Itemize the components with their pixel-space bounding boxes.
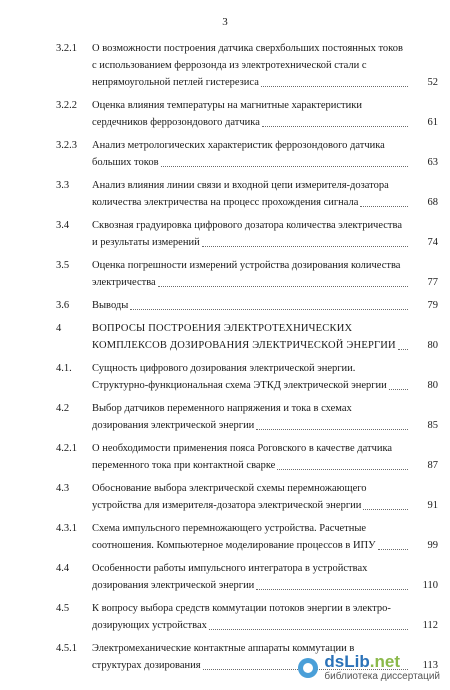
dot-leader [261,74,408,87]
toc-entry-text: количества электричества на процесс прохождения сигнала [92,197,359,208]
toc-entry-text: Сущность цифрового дозирования электрической энергии. [92,363,356,374]
toc-entry-number: 3.3 [56,180,70,191]
dot-leader [158,274,408,287]
toc-entry-text: непрямоугольной петлей гистерезиса [92,77,259,88]
toc-entry [0,40,450,91]
toc-entry-number: 4.3.1 [56,523,77,534]
toc-entry-number: 3.4 [56,220,70,231]
toc-entry-page: 110 [422,580,438,591]
dot-leader [256,417,408,430]
toc-entry [0,600,450,634]
toc-entry-text: Структурно-функциональная схема ЭТКД электрической энергии [92,380,387,391]
toc-entry-text: Оценка погрешности измерений устройства дозирования количества [92,260,401,271]
toc-entry-text: с использованием феррозонда из электротехнической стали с [92,60,367,71]
toc-entry-text: Сквозная градуировка цифрового дозатора количества электричества [92,220,402,231]
toc-entry [0,480,450,514]
toc-entry-number: 4.1. [56,363,72,374]
toc-entry [0,97,450,131]
toc-entry-number: 3.2.3 [56,140,77,151]
toc-entry-number: 3.6 [56,300,70,311]
dot-leader [398,337,408,350]
table-of-contents [0,40,450,680]
toc-entry-text: Обоснование выбора электрической схемы перемножающего [92,483,367,494]
toc-entry-page: 68 [427,197,438,208]
toc-entry-text: Схема импульсного перемножающего устройства. Расчетные [92,523,367,534]
page-number: 3 [222,16,228,28]
toc-entry-text: дозирования электрической энергии [92,580,255,591]
toc-entry-number: 4.2.1 [56,443,77,454]
toc-entry-text: больших токов [92,157,159,168]
toc-entry [0,320,450,354]
toc-entry-number: 4 [56,323,62,334]
toc-entry-text: КОМПЛЕКСОВ ДОЗИРОВАНИЯ ЭЛЕКТРИЧЕСКОЙ ЭНЕРГИИ [92,340,396,351]
toc-entry-text: К вопросу выбора средств коммутации потоков энергии в электро- [92,603,391,614]
toc-entry-text: устройства для измерителя-дозатора электрической энергии [92,500,362,511]
toc-entry-page: 85 [427,420,438,431]
toc-entry-number: 3.2.2 [56,100,77,111]
toc-entry-text: Особенности работы импульсного интегратора в устройствах [92,563,368,574]
toc-entry-text: Оценка влияния температуры на магнитные характеристики [92,100,362,111]
toc-entry-text: Анализ влияния линии связи и входной цепи измерителя-дозатора [92,180,389,191]
watermark-logo: dsLib.net [324,652,400,671]
toc-entry-page: 80 [427,340,438,351]
toc-entry-number: 3.5 [56,260,70,271]
toc-entry-page: 52 [427,77,438,88]
toc-entry-page: 112 [422,620,438,631]
toc-entry-number: 4.4 [56,563,70,574]
toc-entry-page: 99 [427,540,438,551]
dot-leader [389,377,408,390]
toc-entry [0,400,450,434]
toc-entry [0,360,450,394]
toc-entry [0,177,450,211]
toc-entry-text: О необходимости применения пояса Роговского в качестве датчика [92,443,393,454]
toc-entry-page: 77 [427,277,438,288]
watermark-subtitle: библиотека диссертаций [324,671,440,682]
dot-leader [363,497,408,510]
toc-entry [0,440,450,474]
toc-entry-text: переменного тока при контактной сварке [92,460,276,471]
dot-leader [209,617,408,630]
toc-entry-number: 4.3 [56,483,70,494]
toc-entry [0,137,450,171]
dslib-logo-icon [298,658,318,678]
toc-entry-text: ВОПРОСЫ ПОСТРОЕНИЯ ЭЛЕКТРОТЕХНИЧЕСКИХ [92,323,353,334]
watermark [298,653,440,682]
toc-entry-page: 61 [427,117,438,128]
toc-entry [0,297,450,314]
dot-leader [202,234,408,247]
toc-entry-number: 4.2 [56,403,70,414]
dot-leader [256,577,408,590]
toc-entry [0,217,450,251]
dot-leader [262,114,408,127]
toc-entry-page: 87 [427,460,438,471]
dot-leader [360,194,408,207]
dot-leader [161,154,408,167]
toc-entry [0,560,450,594]
toc-entry-page: 74 [427,237,438,248]
dot-leader [130,297,408,310]
toc-entry [0,520,450,554]
toc-entry-text: Электромеханические контактные аппараты коммутации в [92,643,355,654]
toc-entry-page: 63 [427,157,438,168]
toc-entry-text: дозирования электрической энергии [92,420,255,431]
toc-entry-number: 4.5 [56,603,70,614]
toc-entry-page: 80 [427,380,438,391]
toc-entry-text: О возможности построения датчика сверхбольших постоянных токов [92,43,403,54]
toc-entry [0,257,450,291]
toc-entry-text: и результаты измерений [92,237,200,248]
toc-entry-text: Выводы [92,300,129,311]
toc-entry-text: Выбор датчиков переменного напряжения и тока в схемах [92,403,352,414]
dot-leader [277,457,408,470]
dot-leader [378,537,408,550]
toc-entry-number: 4.5.1 [56,643,77,654]
toc-entry-text: сердечников феррозондового датчика [92,117,260,128]
toc-entry-text: электричества [92,277,156,288]
toc-entry-page: 113 [422,660,438,671]
toc-entry-number: 3.2.1 [56,43,77,54]
toc-entry-page: 91 [427,500,438,511]
toc-entry-text: Анализ метрологических характеристик феррозондового датчика [92,140,385,151]
toc-entry-text: дозирующих устройствах [92,620,207,631]
toc-entry-page: 79 [427,300,438,311]
toc-entry-text: соотношения. Компьютерное моделирование процессов в ИПУ [92,540,376,551]
toc-entry-text: структурах дозирования [92,660,201,671]
